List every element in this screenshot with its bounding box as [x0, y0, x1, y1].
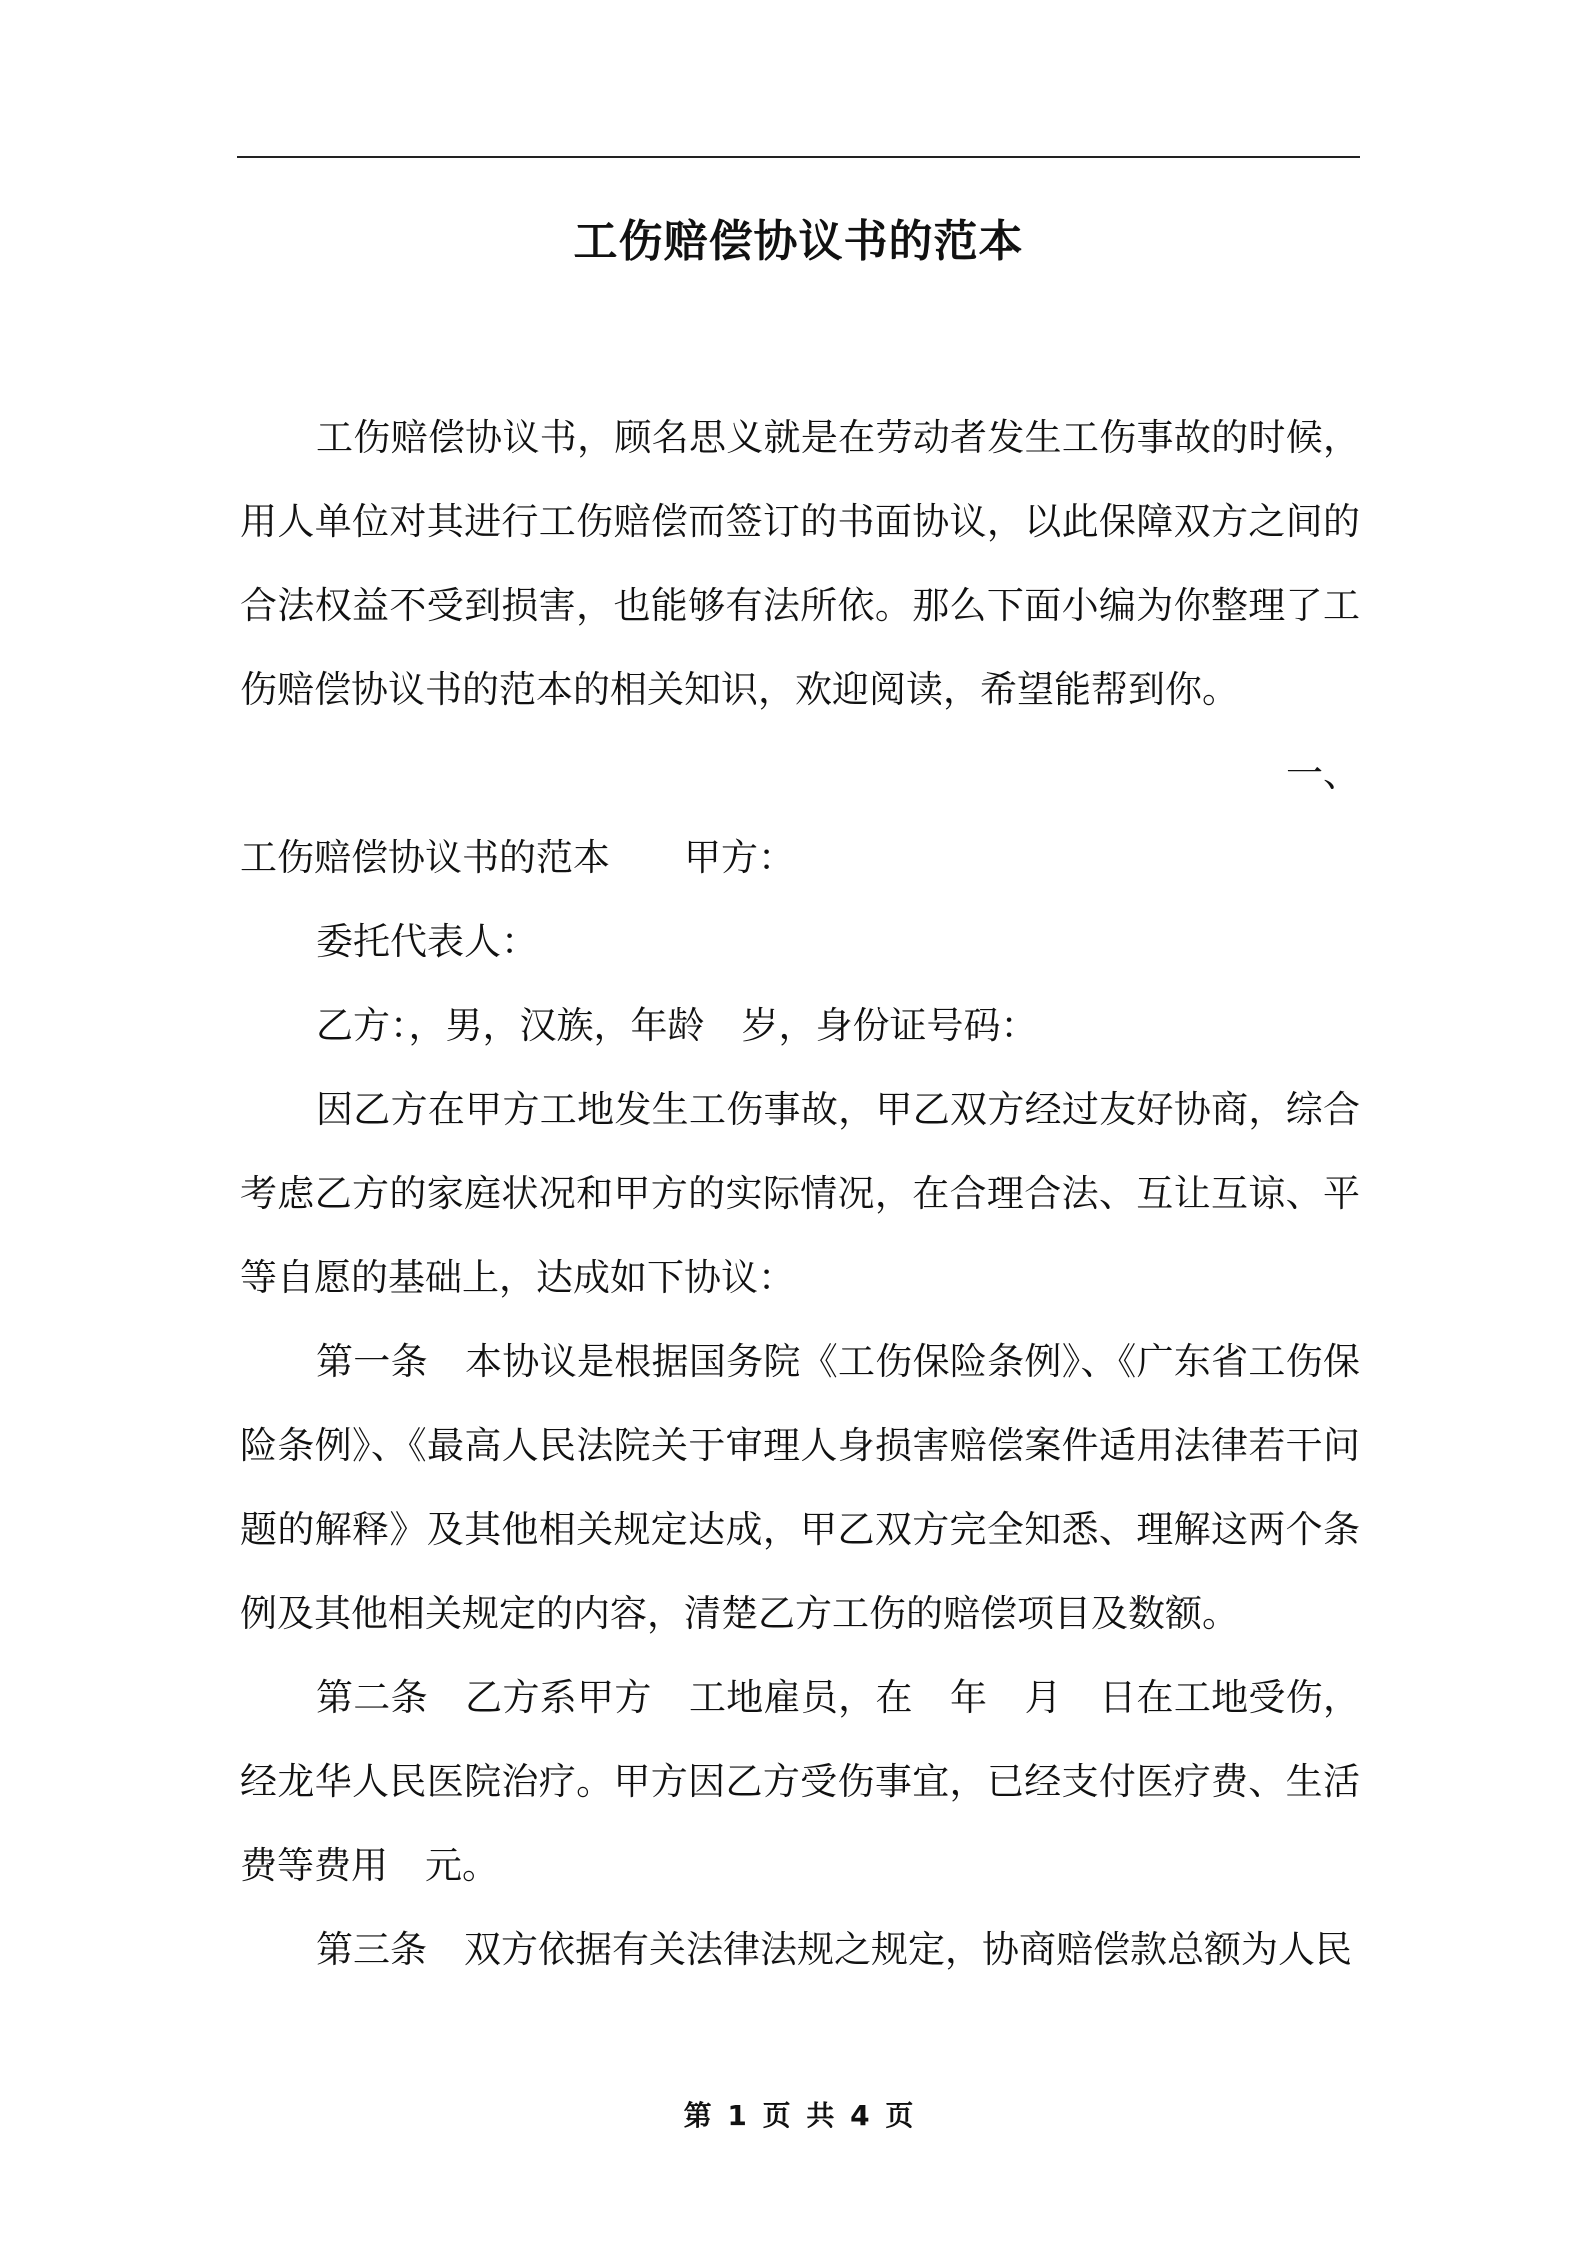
- section-number: 一、: [1286, 752, 1360, 795]
- section-heading: 工伤赔偿协议书的范本 甲方：: [240, 836, 795, 879]
- preamble-paragraph: 因乙方在甲方工地发生工伤事故，甲乙双方经过友好协商，综合考虑乙方的家庭状况和甲方的实际情况，在合理合法、互让互谅、平等自愿的基础上，达成如下协议：: [240, 1088, 1360, 1299]
- party-b-line: 乙方：，男，汉族，年龄 岁，身份证号码：: [316, 1004, 1038, 1047]
- header-rule: [237, 156, 1360, 158]
- page-footer: 第 1 页 共 4 页: [683, 2099, 914, 2132]
- article-3-paragraph: 第三条 双方依据有关法律法规之规定，协商赔偿款总额为人民: [316, 1928, 1352, 1971]
- article-2-paragraph: 第二条 乙方系甲方 工地雇员，在 年 月 日在工地受伤，经龙华人民医院治疗。甲方因乙方受伤事宜，已经支付医疗费、生活费等费用 元。: [240, 1676, 1360, 1887]
- entrusted-representative-line: 委托代表人：: [316, 920, 538, 963]
- document-title: 工伤赔偿协议书的范本: [573, 216, 1024, 267]
- document-body: [240, 396, 1360, 1992]
- intro-paragraph: 工伤赔偿协议书，顾名思义就是在劳动者发生工伤事故的时候，用人单位对其进行工伤赔偿而签订的书面协议，以此保障双方之间的合法权益不受到损害，也能够有法所依。那么下面小编为你整理了工伤赔偿协议书的范本的相关知识，欢迎阅读，希望能帮到你。: [240, 416, 1360, 711]
- article-1-paragraph: 第一条 本协议是根据国务院《工伤保险条例》、《广东省工伤保险条例》、《最高人民法院关于审理人身损害赔偿案件适用法律若干问题的解释》及其他相关规定达成，甲乙双方完全知悉、理解这两个条例及其他相关规定的内容，清楚乙方工伤的赔偿项目及数额。: [240, 1340, 1360, 1635]
